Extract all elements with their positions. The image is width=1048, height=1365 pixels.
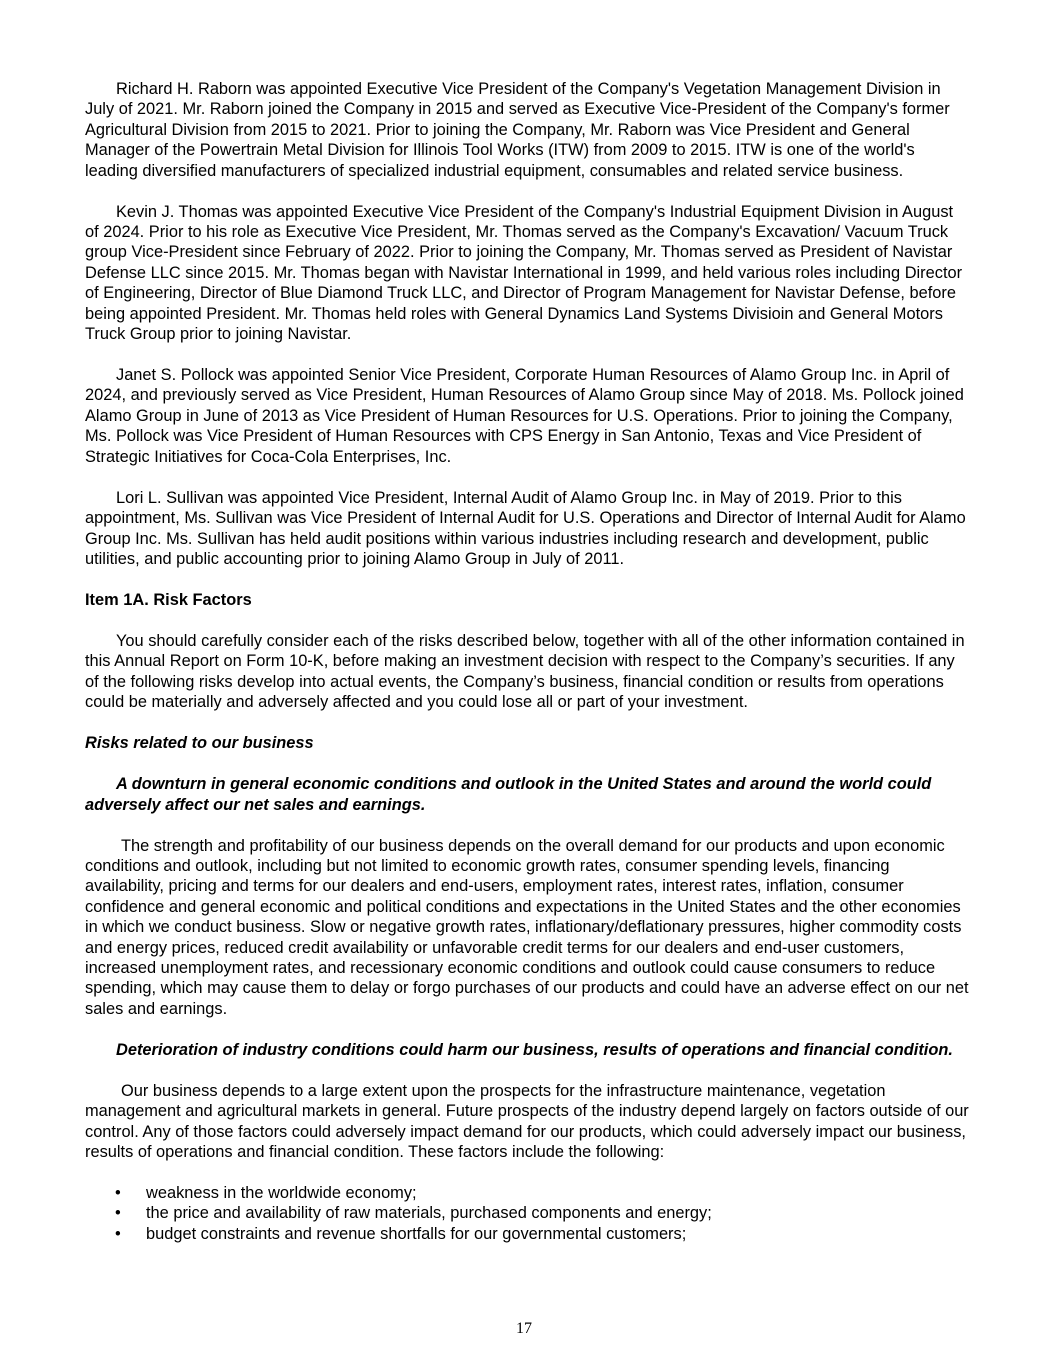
risk-industry-title: Deterioration of industry conditions could harm our business, results of operations and financial condition. <box>116 1040 953 1059</box>
bio-raborn: Richard H. Raborn was appointed Executive Vice President of the Company's Vegetation Management Division in July of 2021. Mr. Raborn joined the Company in 2015 and served as Executive Vice-President of the Company's former Agricultural Division from 2015 to 2021. Prior to joining the Company, Mr. Raborn was Vice President and General Manager of the Powertrain Metal Division for Illinois Tool Works (ITW) from 2009 to 2015. ITW is one of the world's leading diversified manufacturers of specialized industrial equipment, consumables and related service business. <box>85 80 950 180</box>
list-item <box>85 1224 970 1244</box>
bio-pollock: Janet S. Pollock was appointed Senior Vice President, Corporate Human Resources of Alamo Group Inc. in April of 2024, and previously served as Vice President, Human Resources of Alamo Group since May of 2018. Ms. Pollock joined Alamo Group in June of 2013 as Vice President of Human Resources for U.S. Operations. Prior to joining the Company, Ms. Pollock was Vice President of Human Resources with CPS Energy in San Antonio, Texas and Vice President of Strategic Initiatives for Coca-Cola Enterprises, Inc. <box>85 366 964 466</box>
bullet-icon: • <box>115 1184 121 1202</box>
list-item <box>85 1203 970 1223</box>
risk-economic-title: A downturn in general economic conditions and outlook in the United States and around the world could adversely affect our net sales and earnings. <box>85 775 932 814</box>
document-page <box>85 79 970 1244</box>
item-1a-heading: Item 1A. Risk Factors <box>85 590 252 609</box>
list-item-text: weakness in the worldwide economy; <box>146 1184 417 1202</box>
list-item <box>85 1183 970 1203</box>
risk-economic-body: The strength and profitability of our business depends on the overall demand for our products and upon economic conditions and outlook, including but not limited to economic growth rates, consumer spending levels, financing availability, pricing and terms for our dealers and end-users, employment rates, interest rates, inflation, consumer confidence and general economic and political conditions and expectations in the United States and the other economies in which we conduct business. Slow or negative growth rates, inflationary/deflationary pressures, higher commodity costs and energy prices, reduced credit availability or unfavorable credit terms for our dealers and end-user customers, increased unemployment rates, and recessionary economic conditions and outlook could cause consumers to reduce spending, which may cause them to delay or forgo purchases of our products and could have an adverse effect on our net sales and earnings. <box>85 836 969 1018</box>
risk-factor-list <box>85 1183 970 1244</box>
item-1a-intro: You should carefully consider each of the risks described below, together with all of the other information contained in this Annual Report on Form 10-K, before making an investment decision with respect to the Company’s securities. If any of the following risks develop into actual events, the Company’s business, financial condition or results from operations could be materially and adversely affected and you could lose all or part of your investment. <box>85 631 965 712</box>
bio-sullivan: Lori L. Sullivan was appointed Vice President, Internal Audit of Alamo Group Inc. in May of 2019. Prior to this appointment, Ms. Sullivan was Vice President of Internal Audit for U.S. Operations and Director of Internal Audit for Alamo Group Inc. Ms. Sullivan has held audit positions within various industries including research and development, public utilities, and public accounting prior to joining Alamo Group in July of 2011. <box>85 488 966 568</box>
risks-business-heading: Risks related to our business <box>85 734 314 753</box>
bullet-icon: • <box>115 1224 121 1243</box>
list-item-text: the price and availability of raw materials, purchased components and energy; <box>146 1204 712 1223</box>
risk-industry-body: Our business depends to a large extent upon the prospects for the infrastructure maintenance, vegetation management and agricultural markets in general. Future prospects of the industry depend largely on factors outside of our control. Any of those factors could adversely impact demand for our products, which could adversely impact our business, results of operations and financial condition. These factors include the following: <box>85 1081 969 1161</box>
bio-thomas: Kevin J. Thomas was appointed Executive Vice President of the Company's Industrial Equipment Division in August of 2024. Prior to his role as Executive Vice President, Mr. Thomas served as the Company's Excavation/ Vacuum Truck group Vice-President since February of 2022. Prior to joining the Company, Mr. Thomas served as President of Navistar Defense LLC since 2015. Mr. Thomas began with Navistar International in 1999, and held various roles including Director of Engineering, Director of Blue Diamond Truck LLC, and Director of Program Management for Navistar Defense, before being appointed President. Mr. Thomas held roles with General Dynamics Land Systems Divisioin and General Motors Truck Group prior to joining Navistar. <box>85 202 963 344</box>
page-number: 17 <box>516 1320 532 1337</box>
list-item-text: budget constraints and revenue shortfalls for our governmental customers; <box>146 1224 687 1243</box>
bullet-icon: • <box>115 1204 121 1223</box>
